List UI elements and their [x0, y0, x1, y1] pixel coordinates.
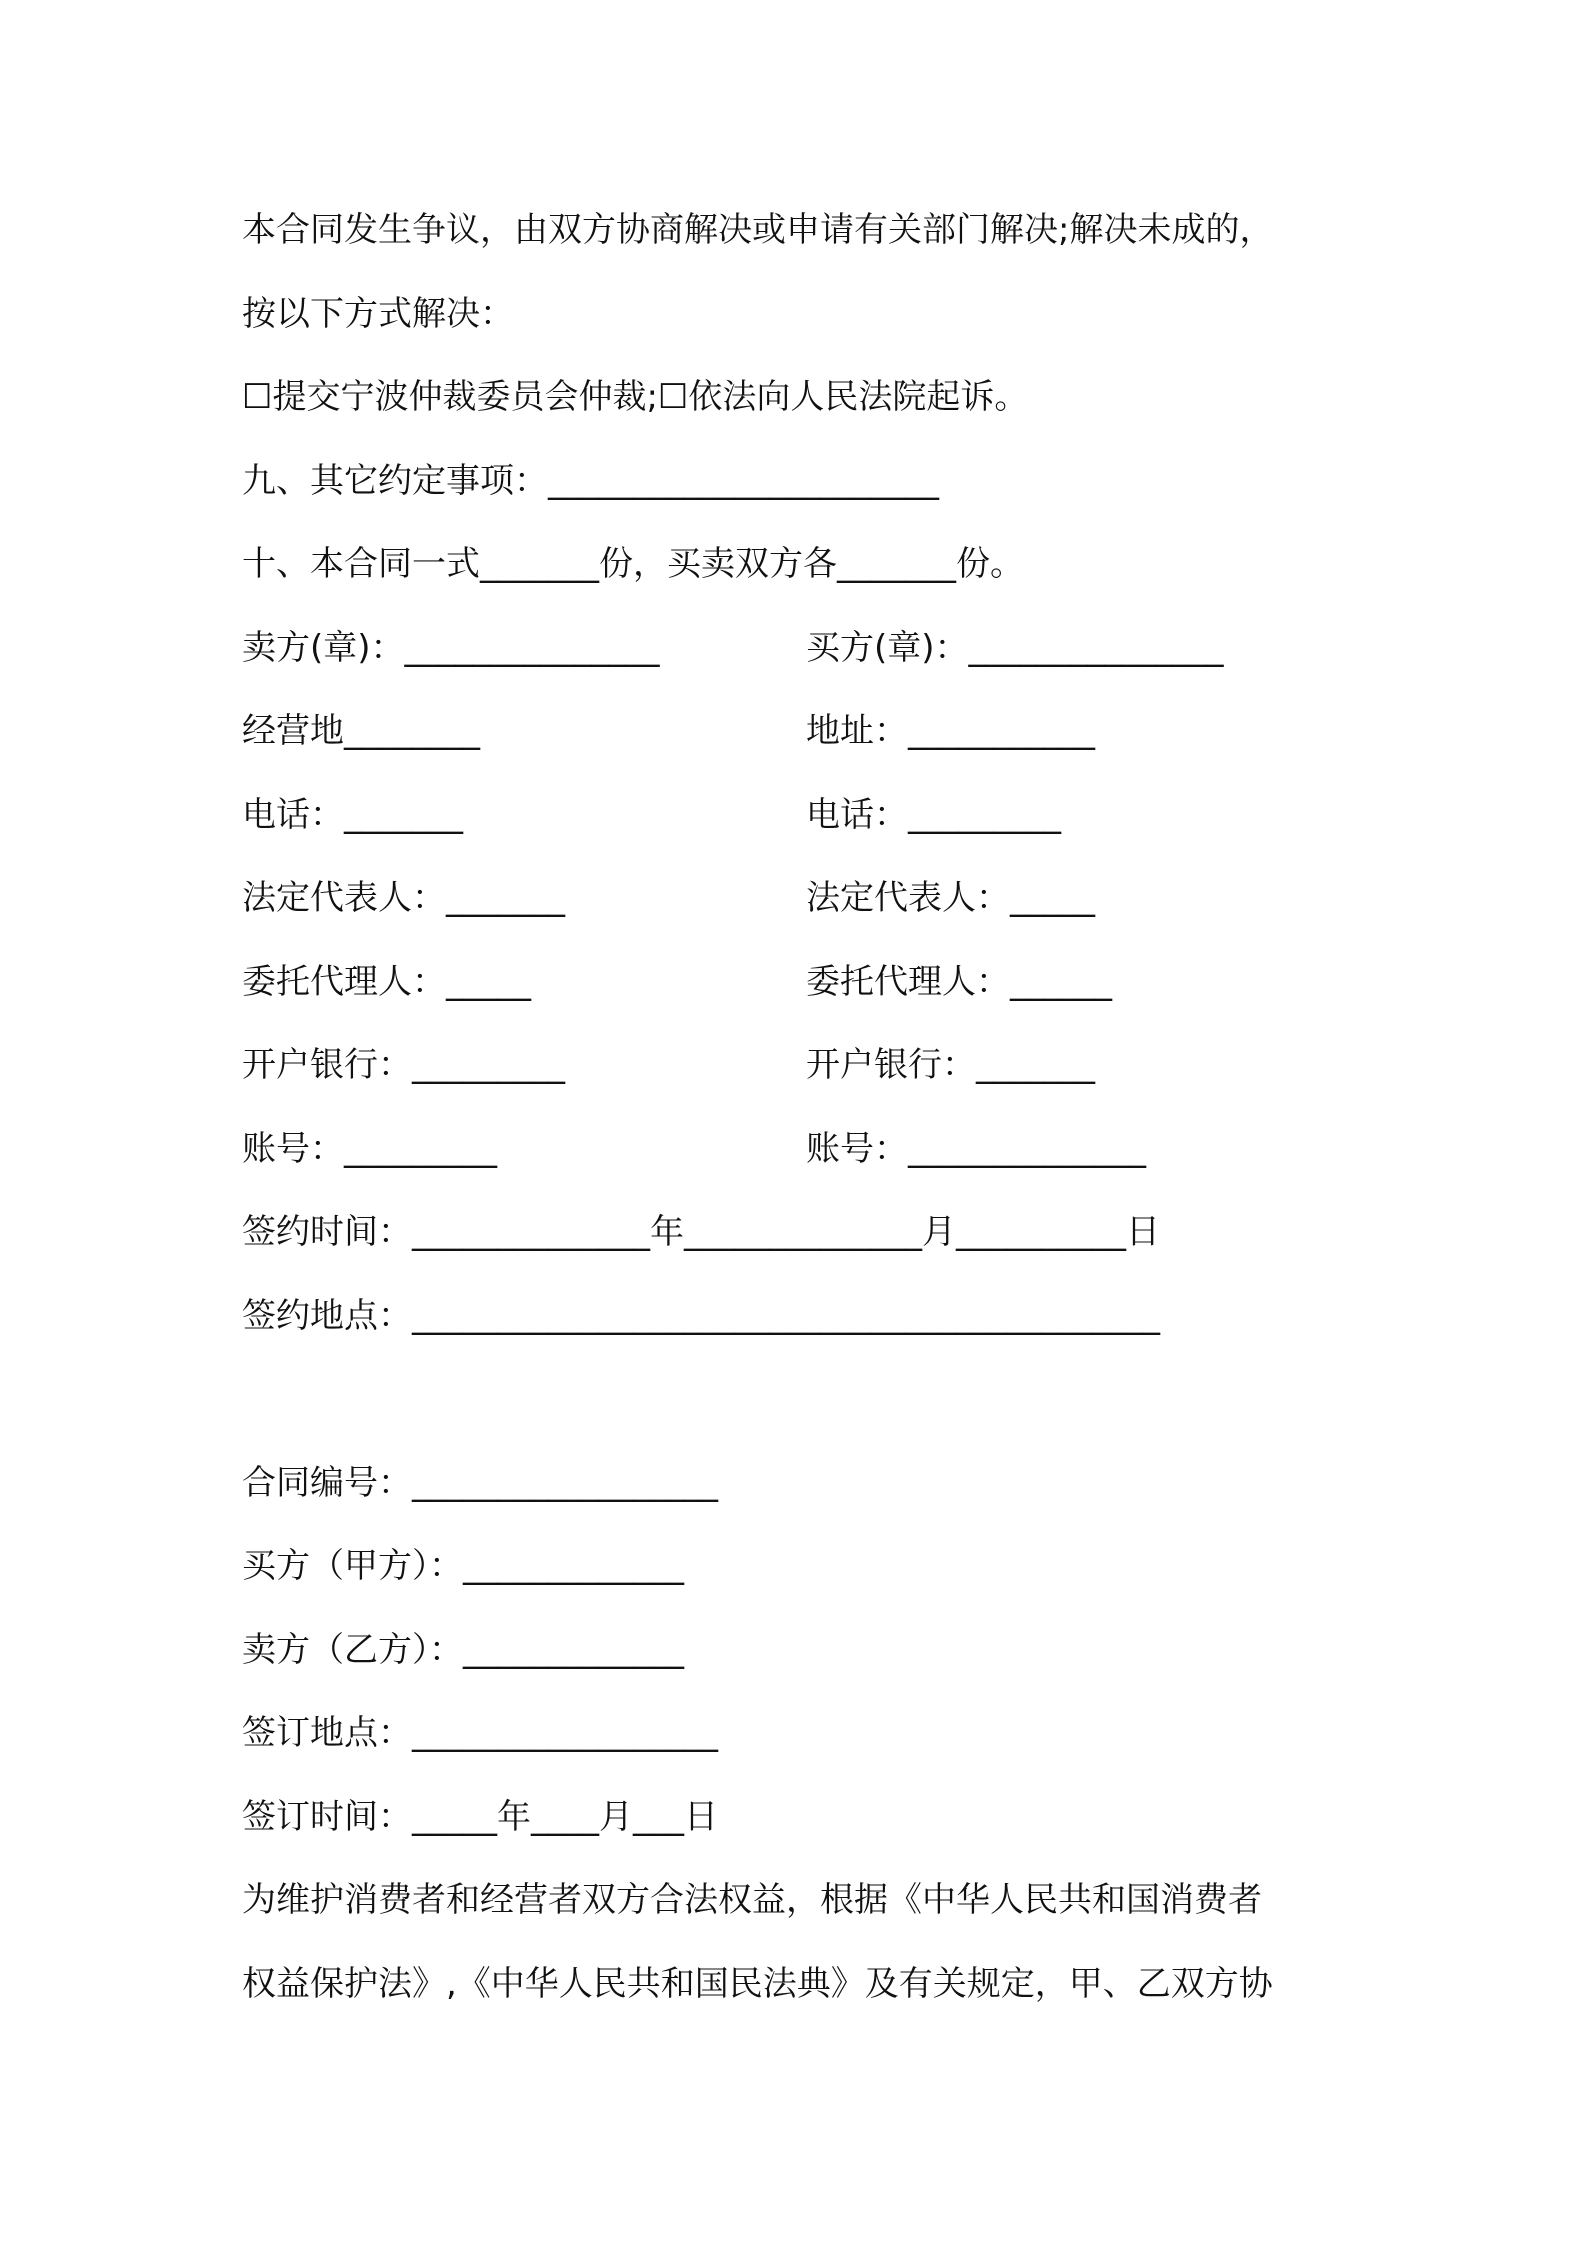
signature-row-legal-rep	[242, 873, 1362, 923]
sign-time-field: 签约时间：______________年______________月__________日	[242, 1212, 1160, 1252]
buyer-legal-rep-field: 法定代表人：_____	[806, 878, 1095, 918]
buyer-address-field: 地址：___________	[806, 711, 1095, 751]
buyer-party-a-field: 买方（甲方）：_____________	[242, 1546, 684, 1586]
signature-row-phone	[242, 790, 1362, 840]
signature-row-bank	[242, 1040, 1362, 1090]
seller-account-field: 账号：_________	[242, 1129, 497, 1169]
seller-legal-rep-field: 法定代表人：_______	[242, 878, 565, 918]
seller-phone-field: 电话：_______	[242, 795, 463, 835]
buyer-agent-field: 委托代理人：______	[806, 962, 1112, 1002]
intro-paragraph-line-2: 权益保护法》,《中华人民共和国民法典》及有关规定，甲、乙双方协	[242, 1964, 1273, 2004]
seller-place-field: 经营地________	[242, 711, 480, 751]
buyer-account-field: 账号：______________	[806, 1129, 1146, 1169]
seller-party-b-field: 卖方（乙方）：_____________	[242, 1630, 684, 1670]
seller-seal-field: 卖方(章)：_______________	[242, 628, 660, 668]
signature-row-agent	[242, 957, 1362, 1007]
contract-number-field: 合同编号：__________________	[242, 1463, 718, 1503]
buyer-phone-field: 电话：_________	[806, 795, 1061, 835]
buyer-bank-field: 开户银行：_______	[806, 1045, 1095, 1085]
dispute-clause-line-1: 本合同发生争议，由双方协商解决或申请有关部门解决;解决未成的，	[242, 210, 1274, 250]
signature-row-seal	[242, 623, 1362, 673]
dispute-clause-line-2: 按以下方式解决：	[242, 294, 514, 334]
signature-row-account	[242, 1124, 1362, 1174]
dispute-options: ☐提交宁波仲裁委员会仲裁;☐依法向人民法院起诉。	[242, 377, 1029, 417]
sign-place-field: 签约地点：____________________________________________	[242, 1296, 1160, 1336]
seller-agent-field: 委托代理人：_____	[242, 962, 531, 1002]
signing-place-field: 签订地点：__________________	[242, 1713, 718, 1753]
signature-row-address	[242, 706, 1362, 756]
clause-10: 十、本合同一式_______份，买卖双方各_______份。	[242, 544, 1024, 584]
intro-paragraph-line-1: 为维护消费者和经营者双方合法权益，根据《中华人民共和国消费者	[242, 1880, 1262, 1920]
seller-bank-field: 开户银行：_________	[242, 1045, 565, 1085]
clause-9: 九、其它约定事项：_______________________	[242, 461, 939, 501]
signing-time-field: 签订时间：_____年____月___日	[242, 1797, 718, 1837]
buyer-seal-field: 买方(章)：_______________	[806, 628, 1224, 668]
